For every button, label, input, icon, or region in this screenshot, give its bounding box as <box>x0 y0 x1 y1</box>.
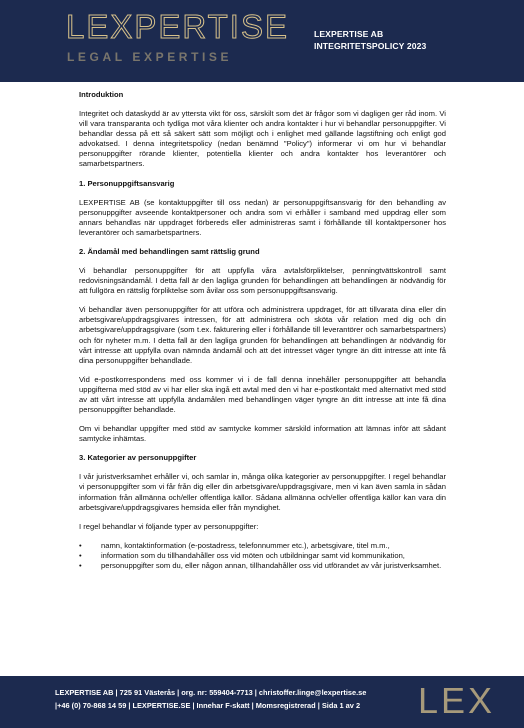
footer-contact <box>55 686 366 712</box>
section2-heading: 2. Ändamål med behandlingen samt rättslig grund <box>79 246 260 256</box>
list-item: • namn, kontaktinformation (e-postadress, telefonnummer etc.), arbetsgivare, titel m.m., <box>101 541 446 551</box>
intro-paragraph: Integritet och dataskydd är av yttersta vikt för oss, särskilt som det är frågor som vi dagligen ger råd inom. Vi vill vara transparanta och tydliga mot våra klienter och andra kontakter i hur vi behandlar personuppgifter. Vi behandlar dessa på ett så säkert sätt som möjligt och i enlighet med gällande lagstiftning och enligt god advokatsed. I denna integritetspolicy (nedan benämnd "Policy") informerar vi om hur vi behandlar personuppgifter rörande klienter, potentiella klienter och andra kontakter hos leverantörer och samarbetspartners. <box>79 109 446 169</box>
section3-paragraph-1: I vår juristverksamhet erhåller vi, och samlar in, många olika kategorier av personuppgifter. I regel behandlar vi personuppgifter som vi får från dig eller din arbetsgivare/uppdragsgivare, men vi kan även samla in sådan information från allmänna och/eller offentliga källor. Sådana allmänna och/eller offentliga källor kan vara din arbetsgivare/uppdragsgivares hemsida eller från myndighet. <box>79 472 446 512</box>
footer-logo: LEX <box>418 680 496 721</box>
header-info <box>314 28 426 52</box>
section2-paragraph-3: Vid e-postkorrespondens med oss kommer vi i de fall denna innehåller personuppgifter att behandla uppgifterna med stöd av vi har eller ska ingå ett avtal med den vi har e-postkontakt med alternativt med stöd av att vårt intresse att uppfylla ändamålen med behandlingen väger tyngre än ditt intresse att inte få dina personuppgifter behandlade. <box>79 374 446 415</box>
section3-heading: 3. Kategorier av personuppgifter <box>79 453 197 463</box>
section1-heading: 1. Personuppgiftsansvarig <box>79 178 175 188</box>
list-item: • information som du tillhandahåller oss vid möten och utbildningar samt vid kommunikation, <box>101 551 446 561</box>
personal-data-list <box>79 541 446 572</box>
section2-paragraph-4: Om vi behandlar uppgifter med stöd av samtycke kommer särskild information att lämnas inför att sådant samtycke inhämtas. <box>79 424 446 444</box>
footer-line-1: LEXPERTISE AB | 725 91 Västerås | org. nr: 559404-7713 | christoffer.linge@lexpertise.se <box>55 688 367 697</box>
section1-paragraph: LEXPERTISE AB (se kontaktuppgifter till oss nedan) är personuppgiftsansvarig för den behandling av personuppgifter avseende kontaktpersoner och andra som vi erhåller i samband med uppdrag eller som annars behandlas när uppdraget förbereds eller administreras samt i förhållande till kontaktpersoner hos leverantörer och samarbetspartners. <box>79 197 446 237</box>
logo-tagline: LEGAL EXPERTISE <box>67 50 233 64</box>
intro-heading: Introduktion <box>79 90 124 99</box>
list-item: • personuppgifter som du, eller någon annan, tillhandahåller oss vid utförandet av vår juristverksamhet. <box>101 561 446 571</box>
section3-paragraph-2: I regel behandlar vi följande typer av personuppgifter: <box>79 521 259 531</box>
footer-line-2: |+46 (0) 70-868 14 59 | LEXPERTISE.SE | Innehar F-skatt | Momsregistrerad | Sida 1 av 2 <box>55 701 361 710</box>
document-title: INTEGRITETSPOLICY 2023 <box>314 41 427 51</box>
logo-wordmark: LEXPERTISE <box>66 8 289 45</box>
company-name: LEXPERTISE AB <box>314 29 384 39</box>
page-footer <box>0 676 524 728</box>
page-header <box>0 0 524 82</box>
section2-paragraph-2: Vi behandlar även personuppgifter för att utföra och administrera uppdraget, för att tillvarata dina eller din arbetsgivare/uppdragsgivares intressen, för att administrera och sköta vår relation med dig och din arbetsgivare/uppdragsgivare (som t.ex. fakturering eller i förhållande till leverantörer och samarbetspartners) och för nyheter m.m. I detta fall är den lagliga grunden för behandlingen att behandlingen är nödvändig för vårt intresse att uppfylla ovan nämnda ändamål och att det intresset väger tyngre än ditt intresse att inte få dina personuppgifter behandlade. <box>79 305 446 365</box>
section2-paragraph-1: Vi behandlar personuppgifter för att uppfylla våra avtalsförpliktelser, penningtvättskontroll samt redovisningsändamål. I detta fall är den lagliga grunden för behandlingen att behandlingen är nödvändig för att fullgöra en rättslig förpliktelse som åvilar oss som personuppgiftsansvarig. <box>79 265 446 296</box>
document-body <box>79 90 446 571</box>
